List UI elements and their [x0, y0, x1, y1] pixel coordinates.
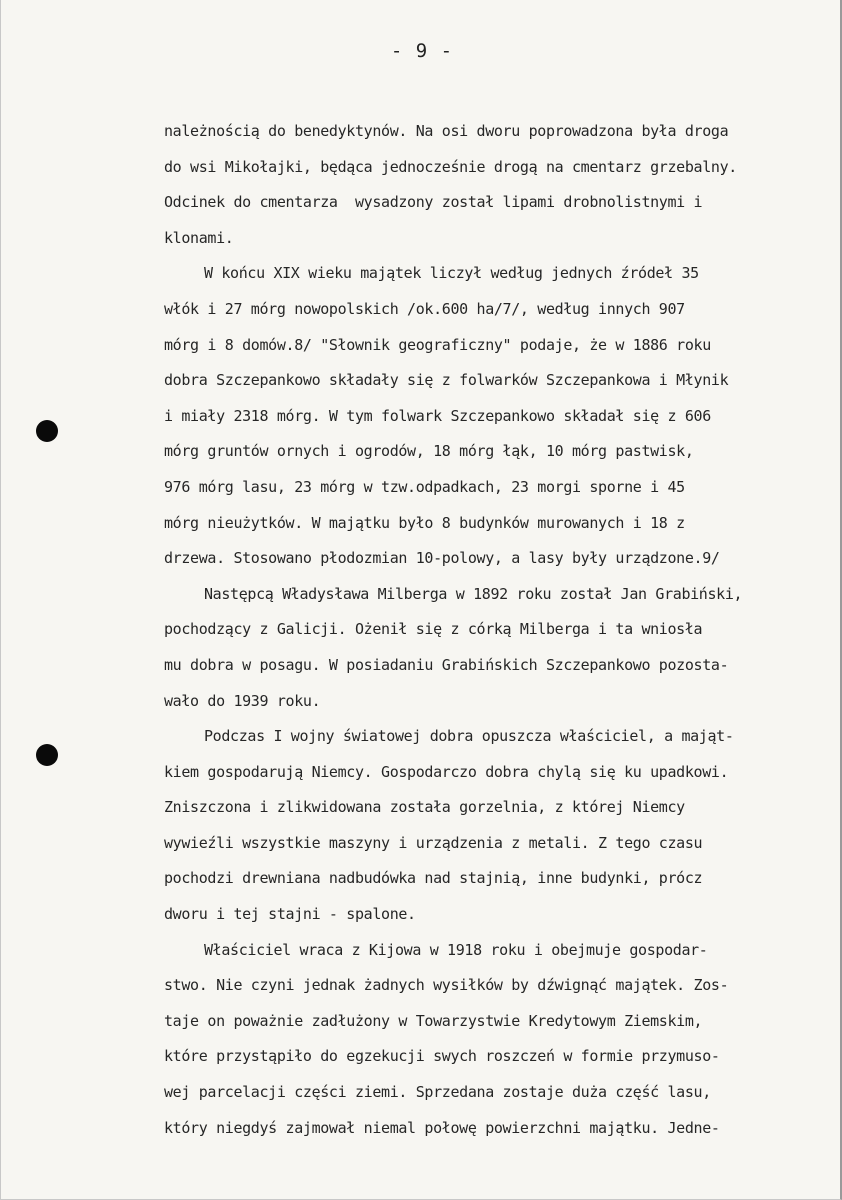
text-line: dworu i tej stajni - spalone.	[164, 905, 416, 924]
text-line: stwo. Nie czyni jednak żadnych wysiłków by dźwignąć majątek. Zos-	[164, 976, 729, 995]
text-line: mu dobra w posagu. W posiadaniu Grabińskich Szczepankowo pozosta-	[164, 655, 729, 674]
text-line: włók i 27 mórg nowopolskich /ok.600 ha/7/, według innych 907	[164, 299, 685, 318]
text-line: wało do 1939 roku.	[164, 691, 321, 710]
paragraph-first-line: W końcu XIX wieku majątek liczył według jednych źródeł 35	[204, 264, 699, 283]
text-line: taje on poważnie zadłużony w Towarzystwie Kredytowym Ziemskim,	[164, 1011, 703, 1030]
text-line: mórg gruntów ornych i ogrodów, 18 mórg łąk, 10 mórg pastwisk,	[164, 442, 694, 461]
text-line: wej parcelacji części ziemi. Sprzedana zostaje duża część lasu,	[164, 1083, 711, 1102]
paragraph-first-line: Właściciel wraca z Kijowa w 1918 roku i obejmuje gospodar-	[204, 940, 708, 959]
text-line: dobra Szczepankowo składały się z folwarków Szczepankowa i Młynik	[164, 371, 729, 390]
page-number: - 9 -	[390, 40, 454, 62]
text-line: mórg nieużytków. W majątku było 8 budynków murowanych i 18 z	[164, 513, 685, 532]
text-line: pochodzący z Galicji. Ożenił się z córką Milberga i ta wniosła	[164, 620, 703, 639]
text-line: kiem gospodarują Niemcy. Gospodarczo dobra chylą się ku upadkowi.	[164, 762, 729, 781]
punch-hole-upper	[36, 420, 58, 442]
text-line: do wsi Mikołajki, będąca jednocześnie drogą na cmentarz grzebalny.	[164, 157, 737, 176]
text-line: Odcinek do cmentarza wysadzony został lipami drobnolistnymi i	[164, 193, 703, 212]
text-line: i miały 2318 mórg. W tym folwark Szczepankowo składał się z 606	[164, 406, 711, 425]
text-line: Zniszczona i zlikwidowana została gorzelnia, z której Niemcy	[164, 798, 685, 817]
text-line: drzewa. Stosowano płodozmian 10-polowy, a lasy były urządzone.9/	[164, 549, 720, 568]
text-line: wywieźli wszystkie maszyny i urządzenia z metali. Z tego czasu	[164, 833, 703, 852]
text-line: 976 mórg lasu, 23 mórg w tzw.odpadkach, 23 morgi sporne i 45	[164, 477, 685, 496]
text-line: mórg i 8 domów.8/ "Słownik geograficzny" podaje, że w 1886 roku	[164, 335, 711, 354]
paragraph-first-line: Następcą Władysława Milberga w 1892 roku został Jan Grabiński,	[204, 584, 743, 603]
text-line: który niegdyś zajmował niemal połowę powierzchni majątku. Jedne-	[164, 1118, 720, 1137]
punch-hole-lower	[36, 744, 58, 766]
text-line: pochodzi drewniana nadbudówka nad stajnią, inne budynki, prócz	[164, 869, 703, 888]
paragraph-first-line: Podczas I wojny światowej dobra opuszcza właściciel, a mająt-	[204, 727, 734, 746]
text-line: które przystąpiło do egzekucji swych roszczeń w formie przymuso-	[164, 1047, 720, 1066]
text-line: klonami.	[164, 228, 234, 247]
body-text	[164, 114, 834, 1146]
text-line: należnością do benedyktynów. Na osi dworu poprowadzona była droga	[164, 122, 729, 140]
